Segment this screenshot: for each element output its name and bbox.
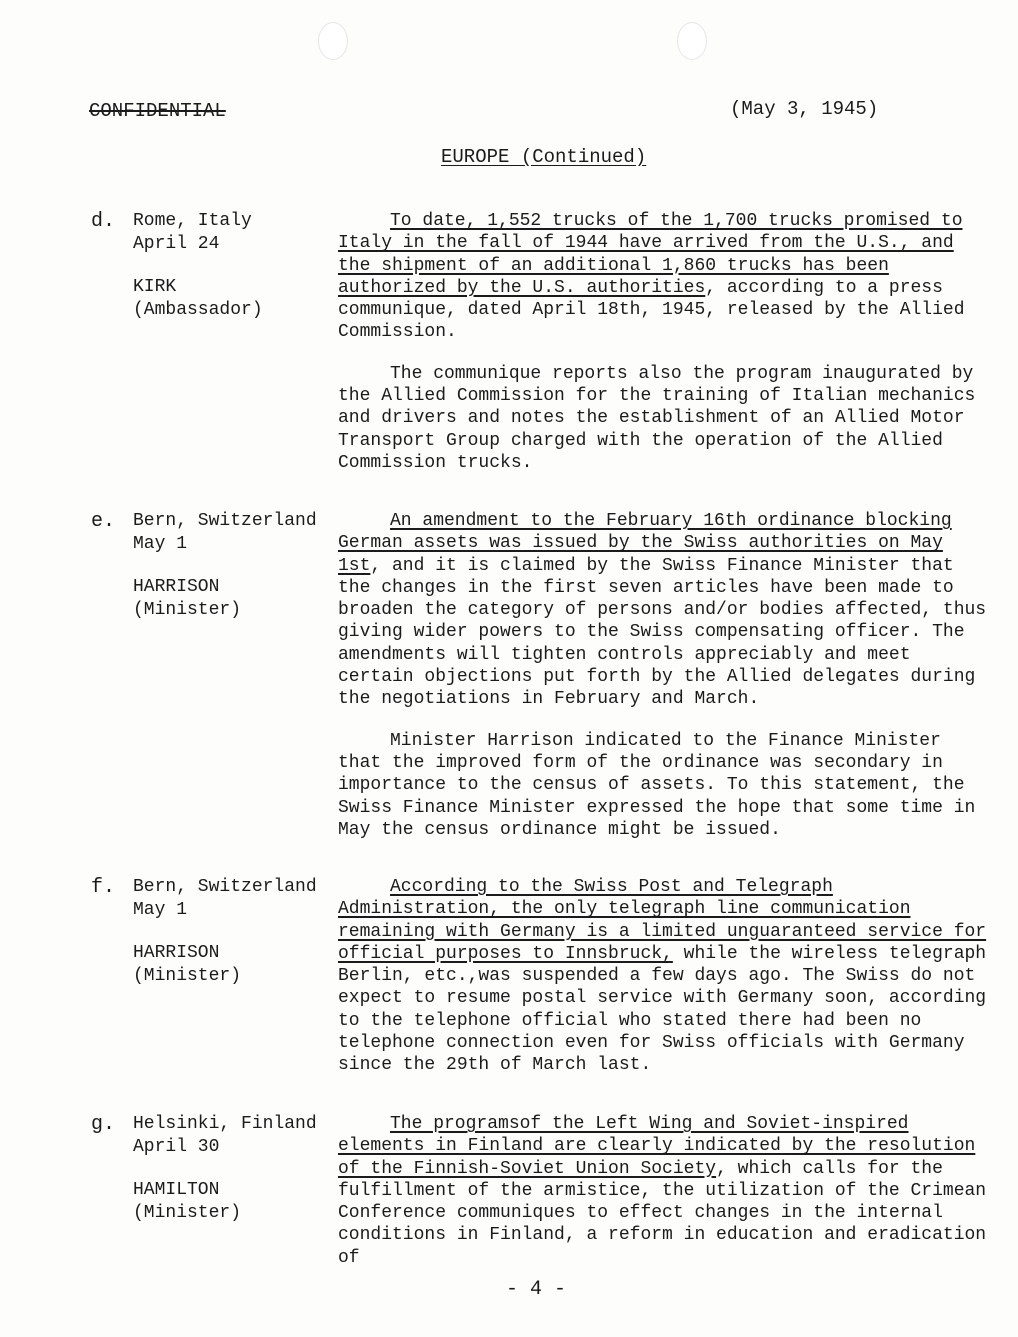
paragraph-text: , and it is claimed by the Swiss Finance Minister that the changes in the first seven articles have been made to broaden the category of persons and/or bodies affected, thus giving wider powers to the Swiss compensating officer. The amendments will tighten controls appreciably and meet certain objections put forth by the Allied delegates during the negotiations in February and March. bbox=[338, 555, 987, 710]
entry-official-title: (Minister) bbox=[133, 599, 242, 620]
entry-body bbox=[338, 1113, 988, 1288]
entry-letter: e. bbox=[91, 510, 116, 533]
underlined-text: According to the Swiss Post and Telegraph Administration, the only telegraph line communication remaining with Germany is a limited unguaranteed service for official purposes to Innsbruck, bbox=[338, 877, 987, 964]
entry-location: Bern, Switzerland bbox=[133, 877, 317, 897]
entry-body bbox=[338, 510, 988, 860]
entry-date: April 24 bbox=[133, 233, 220, 254]
entry-source bbox=[133, 876, 317, 987]
entry-official: KIRK bbox=[133, 277, 177, 297]
section-heading: EUROPE (Continued) bbox=[441, 146, 647, 168]
entry-location: Helsinki, Finland bbox=[133, 1114, 317, 1134]
paragraph bbox=[338, 510, 988, 711]
entry-official-title: (Minister) bbox=[133, 965, 242, 986]
entry-location: Rome, Italy bbox=[133, 211, 252, 231]
entry-official-title: (Minister) bbox=[133, 1202, 242, 1223]
entry-letter: g. bbox=[91, 1113, 116, 1136]
entry-letter: f. bbox=[91, 876, 116, 899]
entry-source bbox=[133, 1113, 317, 1224]
paragraph bbox=[338, 1113, 988, 1269]
entry-source bbox=[133, 510, 317, 621]
paragraph-text: The communique reports also the program inaugurated by the Allied Commission for the training of Italian mechanics and drivers and notes the establishment of an Allied Motor Transport Group charged with the operation of the Allied Commission trucks. bbox=[338, 363, 976, 473]
entry-body bbox=[338, 210, 988, 493]
paragraph-text: , which calls for the fulfillment of the armistice, the utilization of the Crimean Conference communiques to effect changes in the internal conditions in Finland, a reform in education and eradication of bbox=[338, 1158, 987, 1268]
paragraph bbox=[338, 210, 988, 344]
paragraph bbox=[338, 363, 988, 474]
classification-mark: CONFIDENTIAL bbox=[89, 100, 226, 122]
entry-official: HARRISON bbox=[133, 577, 220, 597]
underlined-text: To date, 1,552 trucks of the 1,700 trucks promised to Italy in the fall of 1944 have arrived from the U.S., and the shipment of an additional 1,860 trucks has been authorized by the U.S. authorities bbox=[338, 211, 963, 298]
paragraph bbox=[338, 730, 988, 841]
entry-source bbox=[133, 210, 263, 321]
paragraph bbox=[338, 876, 988, 1077]
paragraph-text: Minister Harrison indicated to the Finance Minister that the improved form of the ordinance was secondary in importance to the census of assets. To this statement, the Swiss Finance Minister expressed the hope that some time in May the census ordinance might be issued. bbox=[338, 730, 976, 840]
entry-official-title: (Ambassador) bbox=[133, 299, 263, 320]
paragraph-text: , according to a press communique, dated April 18th, 1945, released by the Allied Commission. bbox=[338, 277, 965, 343]
entry-official: HAMILTON bbox=[133, 1180, 220, 1200]
entry-date: May 1 bbox=[133, 899, 188, 920]
document-date: (May 3, 1945) bbox=[730, 98, 879, 120]
entry-date: May 1 bbox=[133, 533, 188, 554]
entry-body bbox=[338, 876, 988, 1096]
page-number: - 4 - bbox=[506, 1278, 567, 1301]
entry-date: April 30 bbox=[133, 1136, 220, 1157]
entry-location: Bern, Switzerland bbox=[133, 511, 317, 531]
punch-hole-right bbox=[677, 22, 707, 60]
underlined-text: The programsof the Left Wing and Soviet-inspired elements in Finland are clearly indicated by the resolution of the Finnish-Soviet Union Society bbox=[338, 1114, 976, 1179]
punch-hole-left bbox=[318, 22, 348, 60]
underlined-text: An amendment to the February 16th ordinance blocking German assets was issued by the Swiss authorities on May 1st bbox=[338, 511, 952, 576]
entry-letter: d. bbox=[91, 210, 116, 233]
paragraph-text: while the wireless telegraph Berlin, etc.,was suspended a few days ago. The Swiss do not expect to resume postal service with Germany soon, according to the telephone official who stated there had been no telephone connection even for Swiss officials with Germany since the 29th of March last. bbox=[338, 943, 987, 1076]
entry-official: HARRISON bbox=[133, 943, 220, 963]
